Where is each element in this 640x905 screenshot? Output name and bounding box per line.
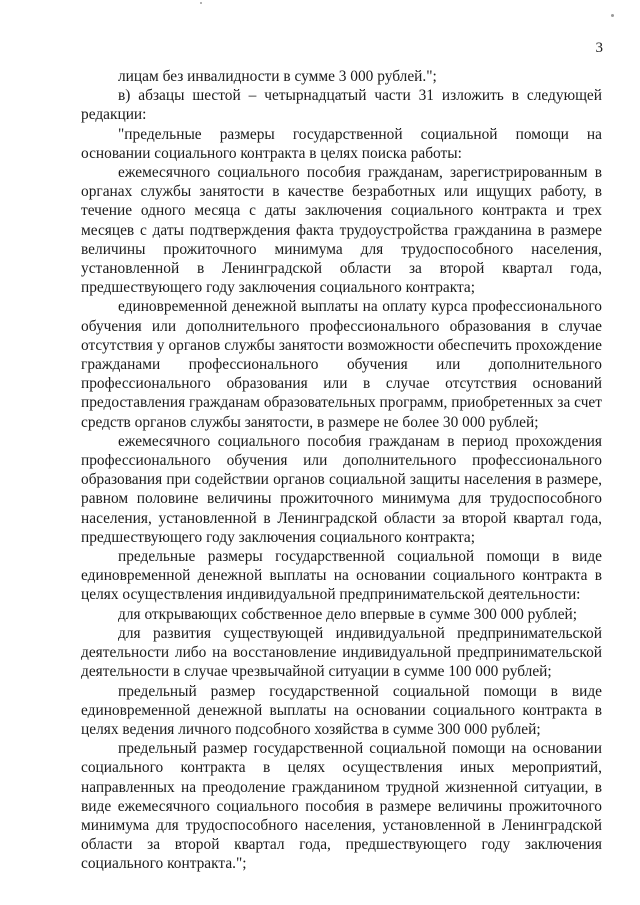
paragraph: лицам без инвалидности в сумме 3 000 рублей."; <box>118 68 437 85</box>
paragraph: предельный размер государственной социальной помощи на основании социального контракта в целях осуществления иных мероприятий, направленных на преодоление гражданином трудной жизненной ситуации, в виде ежемесячного социального пособия в размере величины прожиточного минимума для трудоспособного населения, установленной в Ленинградской области за второй квартал года, предшествующего году заключения социального контракта."; <box>81 740 602 873</box>
paragraph: в) абзацы шестой – четырнадцатый части 31 изложить в следующей редакции: <box>81 87 602 124</box>
document-body <box>81 67 602 874</box>
scan-speck <box>611 14 614 17</box>
paragraph: для развития существующей индивидуальной предпринимательской деятельности либо на восстановление индивидуальной предпринимательской деятельности в случае чрезвычайной ситуации в сумме 100 000 рублей; <box>81 624 602 681</box>
scan-speck <box>200 2 202 4</box>
paragraph: единовременной денежной выплаты на оплату курса профессионального обучения или дополнительного профессионального образования в случае отсутствия у органов службы занятости возможности обеспечить прохождение гражданами профессионального обучения или дополнительного профессионального образования или в случае отсутствия оснований предоставления гражданам образовательных программ, приобретенных за счет средств органов службы занятости, в размере не более 30 000 рублей; <box>81 298 602 431</box>
page-number: 3 <box>595 40 603 56</box>
paragraph: предельные размеры государственной социальной помощи в виде единовременной денежной выплаты на основании социального контракта в целях осуществления индивидуальной предпринимательской деятельности: <box>81 548 602 604</box>
paragraph: предельный размер государственной социальной помощи в виде единовременной денежной выплаты на основании социального контракта в целях ведения личного подсобного хозяйства в сумме 300 000 рублей; <box>81 682 602 738</box>
paragraph: "предельные размеры государственной социальной помощи на основании социального контракта в целях поиска работы: <box>81 125 602 162</box>
paragraph: ежемесячного социального пособия гражданам в период прохождения профессионального обучения или дополнительного профессионального образования при содействии органов социальной защиты населения в размере, равном половине величины прожиточного минимума для трудоспособного населения, установленной в Ленинградской области за второй квартал года, предшествующего году заключения социального контракта; <box>81 432 602 546</box>
paragraph: для открывающих собственное дело впервые в сумме 300 000 рублей; <box>118 605 578 623</box>
paragraph: ежемесячного социального пособия гражданам, зарегистрированным в органах службы занятости в качестве безработных или ищущих работу, в течение одного месяца с даты заключения социального контракта и трех месяцев с даты подтверждения факта трудоустройства гражданина в размере величины прожиточного минимума для трудоспособного населения, установленной в Ленинградской области за второй квартал года, предшествующего году заключения социального контракта; <box>81 164 602 297</box>
